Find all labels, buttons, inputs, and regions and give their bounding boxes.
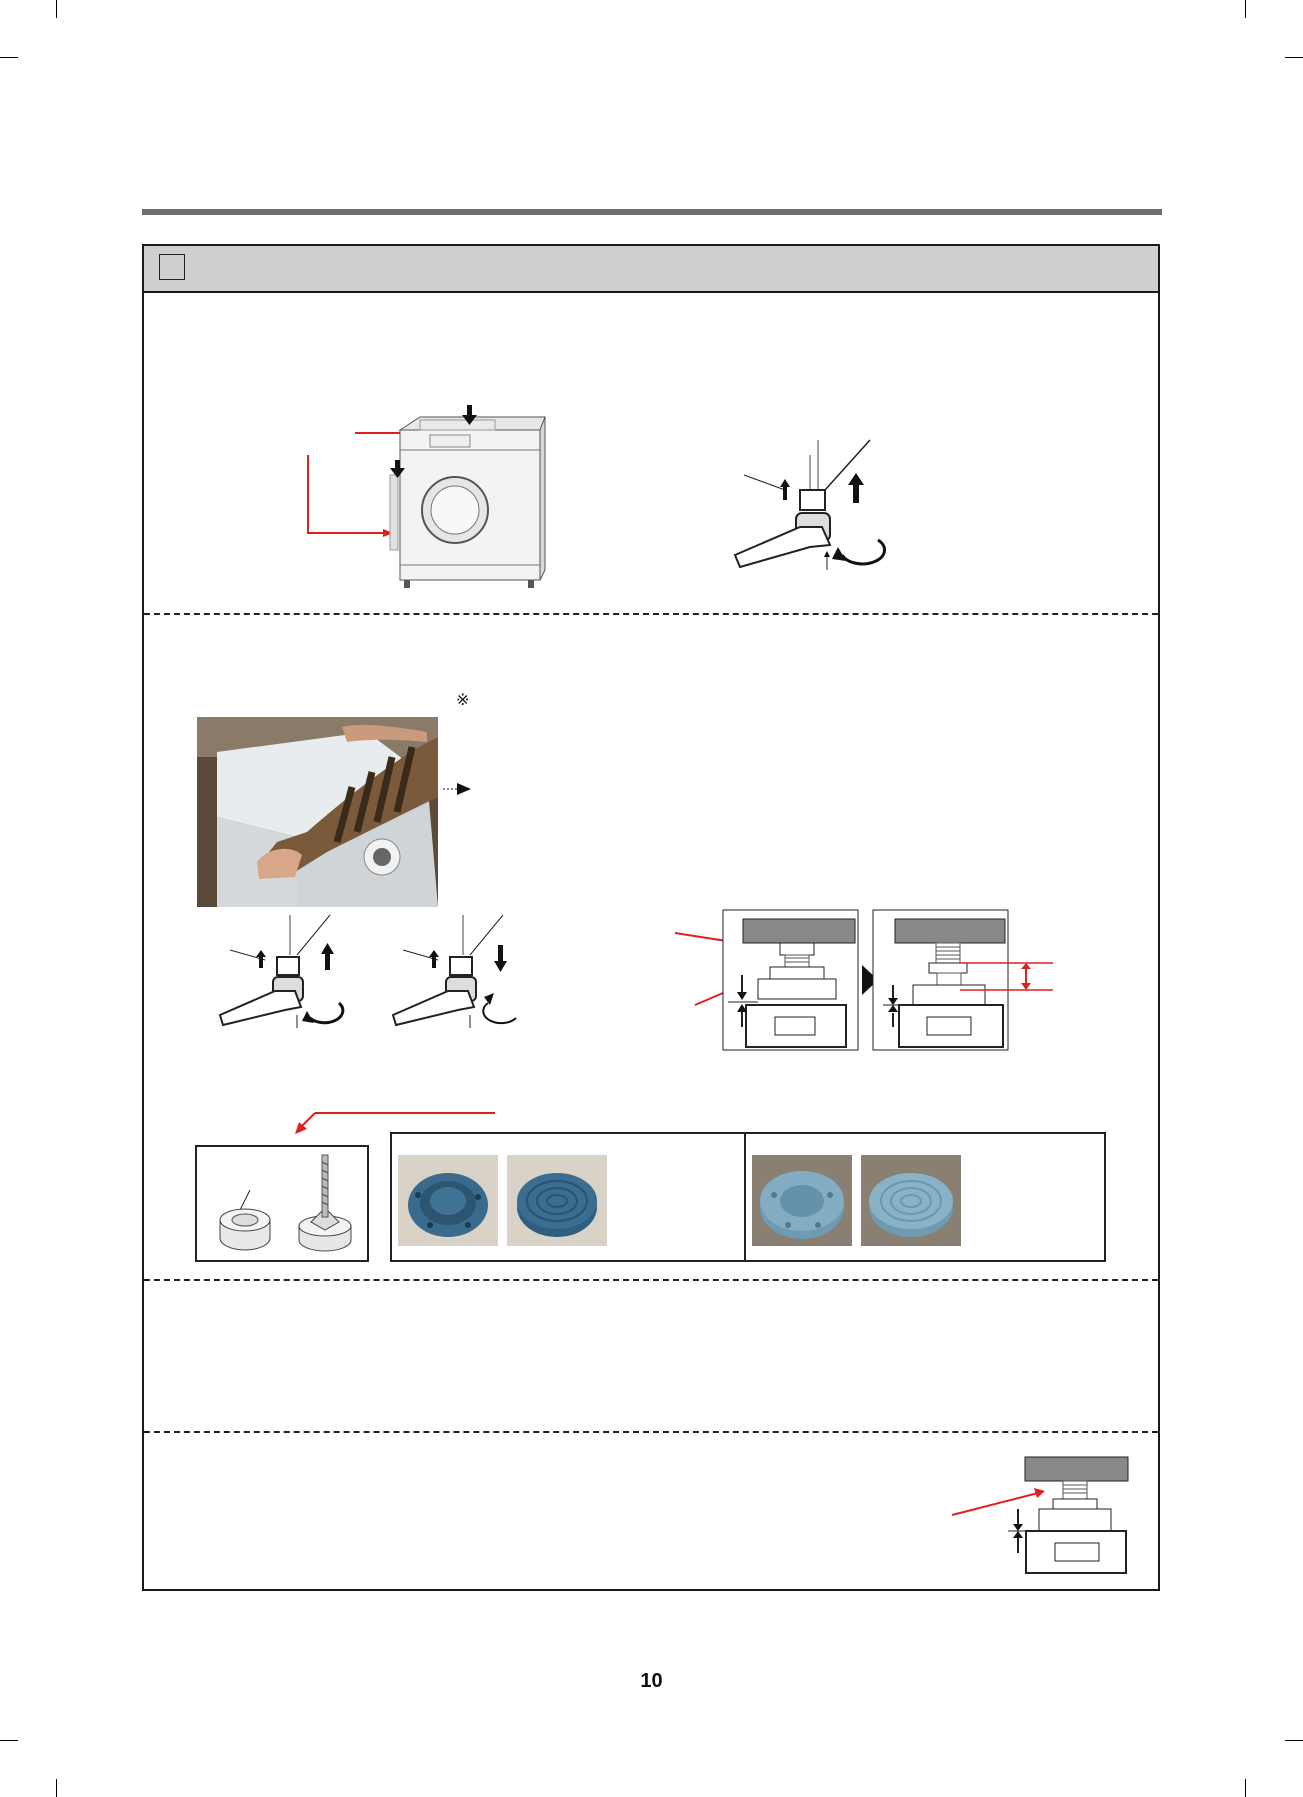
leveling-foot-diagram-after [873, 905, 1058, 1055]
crop-mark [1245, 1779, 1246, 1797]
rubber-foot-photo [507, 1155, 607, 1246]
crop-mark [1285, 1740, 1303, 1741]
crop-mark [0, 57, 18, 58]
wrench-raise-icon [215, 915, 355, 1030]
wrench-adjust-icon [730, 435, 900, 575]
section-header [144, 246, 1158, 293]
washer-illustration [300, 405, 560, 605]
arrow-right-icon [443, 782, 473, 796]
section-header-checkbox [159, 254, 185, 280]
section-divider [144, 613, 1158, 615]
rubber-foot-photo [752, 1155, 852, 1246]
section-divider [144, 1279, 1158, 1281]
leveling-foot-parts-illustration [205, 1150, 365, 1258]
hand-photo [197, 717, 438, 907]
crop-mark [1285, 57, 1303, 58]
crop-mark [56, 1779, 57, 1797]
leveling-foot-diagram-before [670, 905, 860, 1055]
crop-mark [0, 1740, 18, 1741]
page-number: 10 [640, 1670, 663, 1692]
note-reference-symbol: ※ [456, 692, 470, 709]
top-rule [142, 209, 1162, 215]
rubber-foot-photo [861, 1155, 961, 1246]
rubber-foot-photo [398, 1155, 498, 1246]
crop-mark [1245, 0, 1246, 18]
leveling-foot-diagram [950, 1455, 1130, 1587]
section-divider [144, 1431, 1158, 1433]
wrench-lower-icon [388, 915, 528, 1030]
crop-mark [56, 0, 57, 18]
